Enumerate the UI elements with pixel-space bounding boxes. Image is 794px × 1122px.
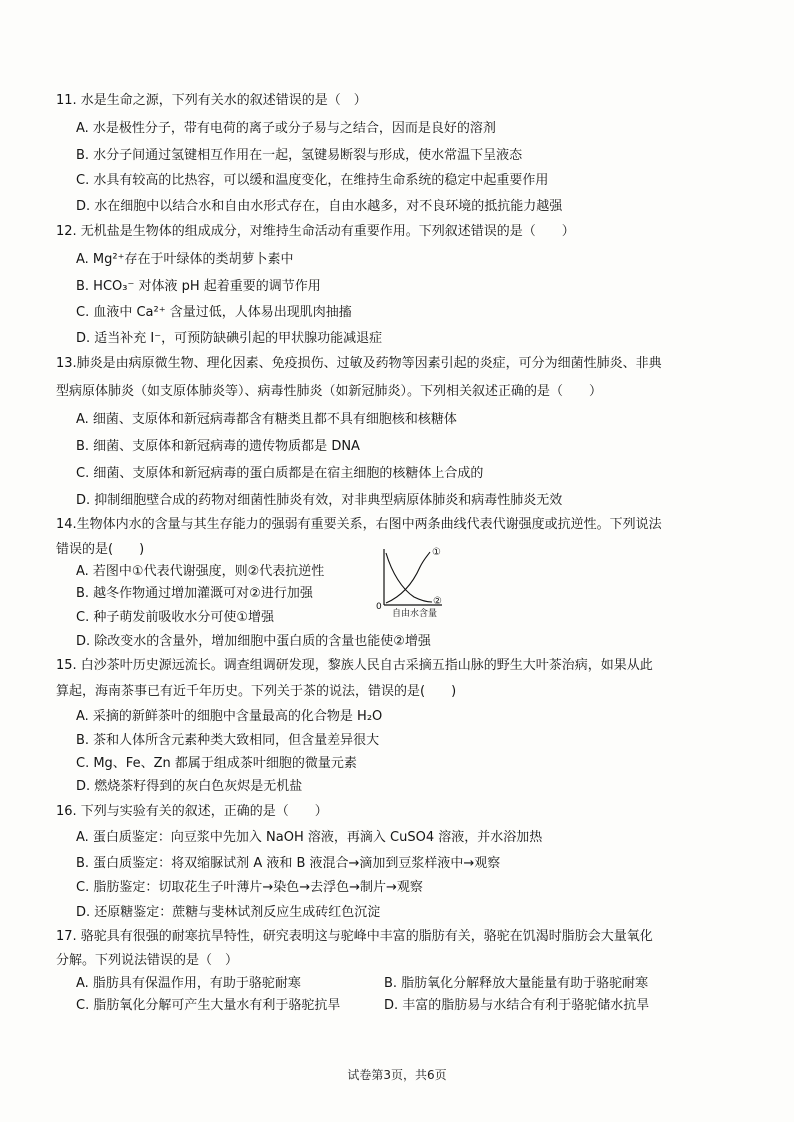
question-11-option-b: B. 水分子间通过氢键相互作用在一起，氢键易断裂与形成，使水常温下呈液态	[76, 148, 523, 163]
question-15-stem-line-2: 算起，海南茶事已有近千年历史。下列关于茶的说法，错误的是( )	[56, 684, 457, 699]
question-13-option-d: D. 抑制细胞壁合成的药物对细菌性肺炎有效，对非典型病原体肺炎和病毒性肺炎无效	[76, 493, 563, 508]
question-11-option-c: C. 水具有较高的比热容，可以缓和温度变化，在维持生命系统的稳定中起重要作用	[76, 173, 549, 188]
curve-1-label: ①	[432, 547, 441, 558]
question-16-stem: 16. 下列与实验有关的叙述，正确的是（ ）	[56, 804, 328, 819]
question-17-option-b: B. 脂肪氧化分解释放大量能量有助于骆驼耐寒	[384, 976, 649, 991]
question-12-option-c: C. 血液中 Ca²⁺ 含量过低，人体易出现肌肉抽搐	[76, 305, 352, 320]
question-14-option-d: D. 除改变水的含量外，增加细胞中蛋白质的含量也能使②增强	[76, 634, 431, 649]
question-17-stem-line-1: 17. 骆驼具有很强的耐寒抗旱特性，研究表明这与驼峰中丰富的脂肪有关，骆驼在饥渴时脂肪会大量氧化	[56, 929, 653, 944]
question-12-option-b: B. HCO₃⁻ 对体液 pH 起着重要的调节作用	[76, 279, 321, 294]
graph-x-axis-label: 自由水含量	[392, 609, 438, 619]
question-14-option-c: C. 种子萌发前吸收水分可使①增强	[76, 610, 274, 625]
question-12-stem: 12. 无机盐是生物体的组成成分，对维持生命活动有重要作用。下列叙述错误的是（ ）	[56, 224, 575, 239]
question-16-option-d: D. 还原糖鉴定：蔗糖与斐林试剂反应生成砖红色沉淀	[76, 905, 381, 920]
page-footer: 试卷第3页，共6页	[347, 1068, 447, 1082]
question-17-option-d: D. 丰富的脂肪易与水结合有利于骆驼储水抗旱	[384, 998, 650, 1013]
question-15-stem-line-1: 15. 白沙茶叶历史源远流长。调查组调研发现，黎族人民自古采摘五指山脉的野生大叶茶治病，如果从此	[56, 658, 653, 673]
question-15-option-c: C. Mg、Fe、Zn 都属于组成茶叶细胞的微量元素	[76, 756, 357, 771]
question-16-option-b: B. 蛋白质鉴定：将双缩脲试剂 A 液和 B 液混合→滴加到豆浆样液中→观察	[76, 856, 501, 871]
question-14-stem-line-1: 14.生物体内水的含量与其生存能力的强弱有重要关系，右图中两条曲线代表代谢强度或抗逆性。下列说法	[56, 517, 662, 532]
question-13-option-b: B. 细菌、支原体和新冠病毒的遗传物质都是 DNA	[76, 439, 360, 454]
metabolism-water-graph	[376, 545, 462, 619]
question-16-option-a: A. 蛋白质鉴定：向豆浆中先加入 NaOH 溶液，再滴入 CuSO4 溶液，并水浴加热	[76, 830, 543, 845]
question-15-option-d: D. 燃烧茶籽得到的灰白色灰烬是无机盐	[76, 779, 303, 794]
question-14-stem-line-2: 错误的是( )	[56, 542, 145, 557]
graph-origin-label: 0	[376, 602, 382, 612]
question-17-option-c: C. 脂肪氧化分解可产生大量水有利于骆驼抗旱	[76, 998, 341, 1013]
question-15-option-b: B. 茶和人体所含元素种类大致相同，但含量差异很大	[76, 733, 380, 748]
curve-1	[386, 552, 430, 603]
question-11-option-d: D. 水在细胞中以结合水和自由水形式存在，自由水越多，对不良环境的抵抗能力越强	[76, 199, 563, 214]
question-17-option-a: A. 脂肪具有保温作用，有助于骆驼耐寒	[76, 976, 301, 991]
graph-canvas	[376, 545, 462, 615]
question-13-stem-line-2: 型病原体肺炎（如支原体肺炎等）、病毒性肺炎（如新冠肺炎）。下列相关叙述正确的是（ ）	[56, 384, 603, 399]
question-16-option-c: C. 脂肪鉴定：切取花生子叶薄片→染色→去浮色→制片→观察	[76, 880, 423, 895]
question-15-option-a: A. 采摘的新鲜茶叶的细胞中含量最高的化合物是 H₂O	[76, 709, 383, 724]
curve-2	[386, 553, 432, 602]
question-17-stem-line-2: 分解。下列说法错误的是（ ）	[56, 953, 239, 968]
question-13-option-a: A. 细菌、支原体和新冠病毒都含有糖类且都不具有细胞核和核糖体	[76, 412, 457, 427]
question-12-option-d: D. 适当补充 I⁻，可预防缺碘引起的甲状腺功能减退症	[76, 331, 383, 346]
question-11-stem: 11. 水是生命之源，下列有关水的叙述错误的是（ ）	[56, 93, 367, 108]
question-13-stem-line-1: 13.肺炎是由病原微生物、理化因素、免疫损伤、过敏及药物等因素引起的炎症，可分为细菌性肺炎、非典	[56, 356, 662, 371]
question-14-option-b: B. 越冬作物通过增加灌溉可对②进行加强	[76, 586, 313, 601]
question-13-option-c: C. 细菌、支原体和新冠病毒的蛋白质都是在宿主细胞的核糖体上合成的	[76, 466, 484, 481]
curve-2-label: ②	[433, 596, 442, 607]
question-14-option-a: A. 若图中①代表代谢强度，则②代表抗逆性	[76, 564, 325, 579]
question-11-option-a: A. 水是极性分子，带有电荷的离子或分子易与之结合，因而是良好的溶剂	[76, 121, 496, 136]
question-12-option-a: A. Mg²⁺存在于叶绿体的类胡萝卜素中	[76, 252, 294, 267]
